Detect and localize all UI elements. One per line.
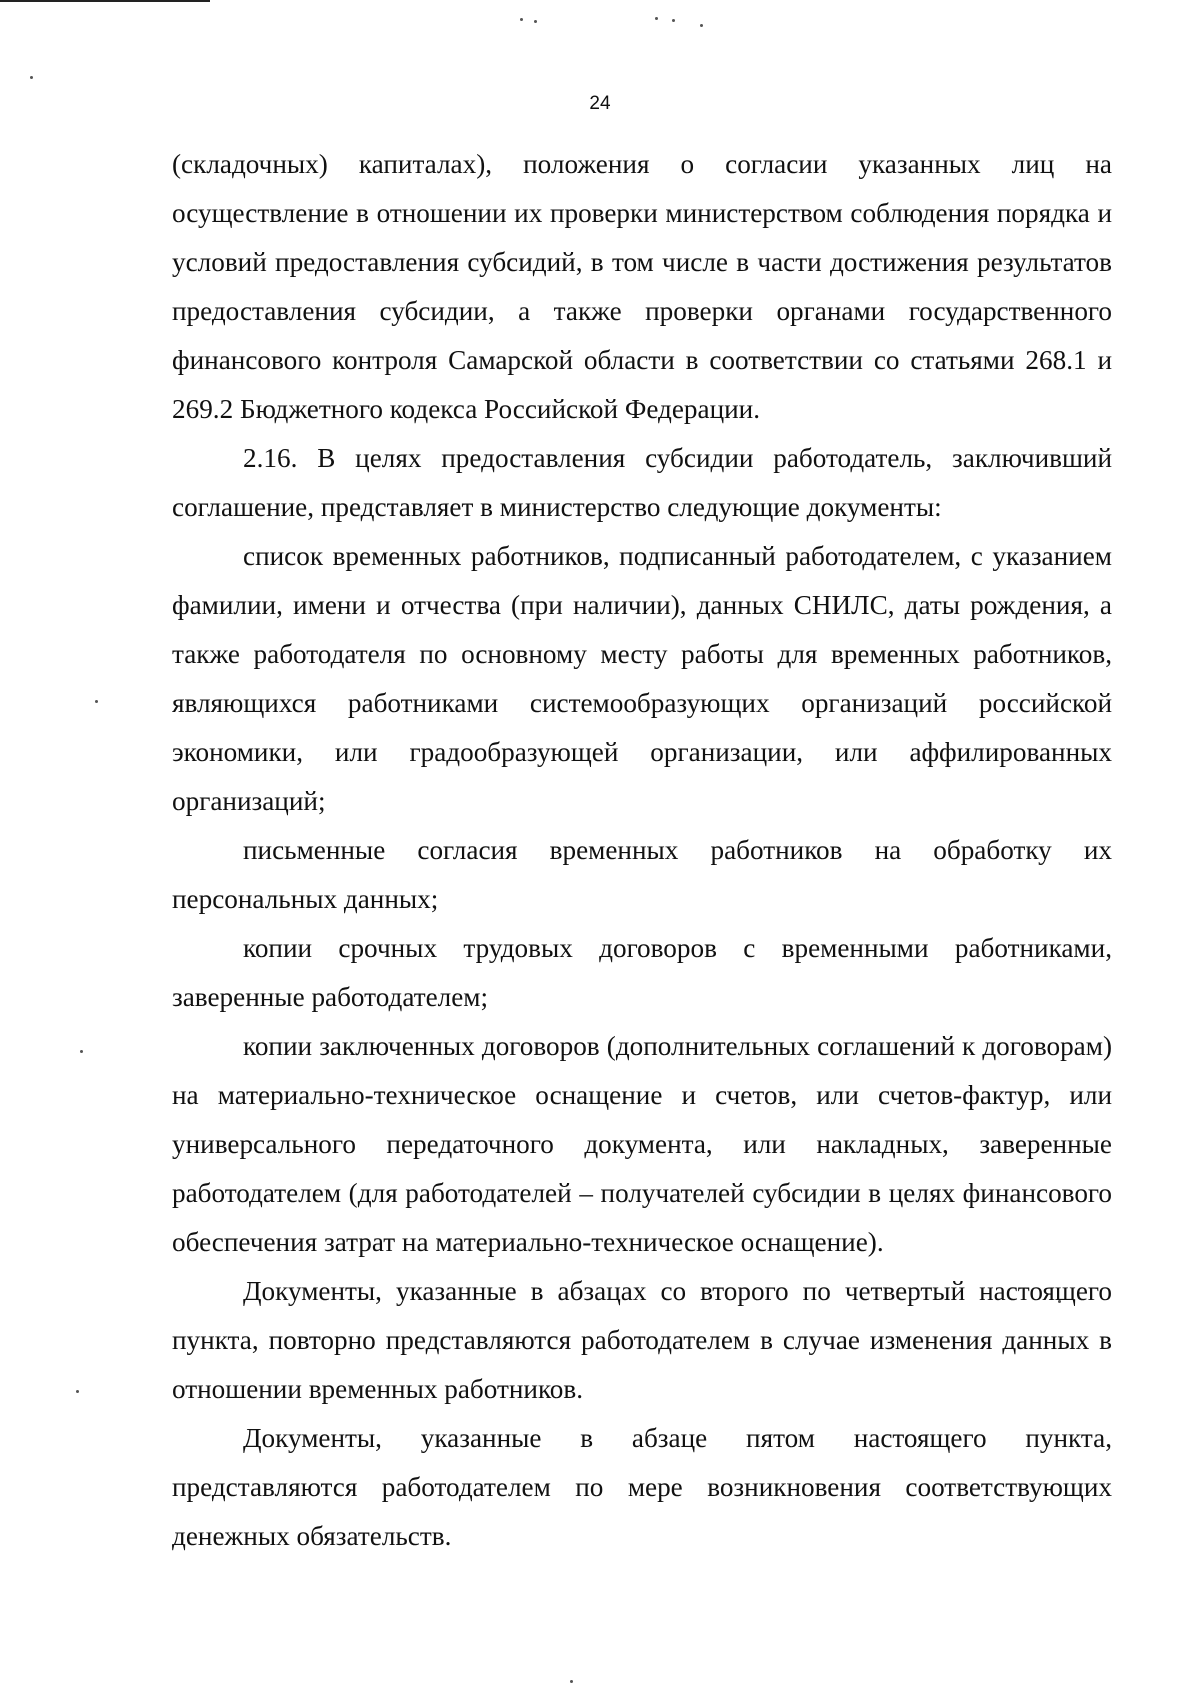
paragraph-list-item-workers-list: список временных работников, подписанный работодателем, с указанием фамилии, имени и отчества (при наличии), данных СНИЛС, даты рождения, а также работодателя по основному месту работы для временных работников, являющихся работниками системообразующих организаций российской экономики, или градообразующей организации, или аффилированных организаций; — [172, 541, 1112, 816]
scan-speck — [30, 76, 33, 79]
scan-speck — [95, 700, 98, 703]
paragraph-continuation: (складочных) капиталах), положения о согласии указанных лиц на осуществление в отношении их проверки министерством соблюдения порядка и условий предоставления субсидий, в том числе в части достижения результатов предоставления субсидии, а также проверки органами государственного финансового контроля Самарской области в соответствии со статьями 268.1 и 269.2 Бюджетного кодекса Российской Федерации. — [172, 149, 1112, 424]
paragraph-resubmission: Документы, указанные в абзацах со второго по четвертый настоящего пункта, повторно представляются работодателем в случае изменения данных в отношении временных работников. — [172, 1276, 1112, 1404]
scan-speck — [534, 20, 537, 23]
document-body — [172, 140, 1112, 1561]
scan-speck — [80, 1050, 83, 1053]
scan-speck — [672, 19, 675, 22]
paragraph-submission-timing: Документы, указанные в абзаце пятом настоящего пункта, представляются работодателем по мере возникновения соответствующих денежных обязательств. — [172, 1423, 1112, 1551]
paragraph-clause-2-16: 2.16. В целях предоставления субсидии работодатель, заключивший соглашение, представляет в министерство следующие документы: — [172, 443, 1112, 522]
scan-speck — [570, 1680, 573, 1683]
paragraph-list-item-contracts: копии срочных трудовых договоров с временными работниками, заверенные работодателем; — [172, 933, 1112, 1012]
scan-speck — [700, 24, 703, 27]
paragraph-list-item-supply-documents: копии заключенных договоров (дополнительных соглашений к договорам) на материально-техническое оснащение и счетов, или счетов-фактур, или универсального передаточного документа, или накладных, заверенные работодателем (для работодателей – получателей субсидии в целях финансового обеспечения затрат на материально-техническое оснащение). — [172, 1031, 1112, 1257]
scan-speck — [76, 1390, 79, 1393]
scan-speck — [520, 18, 523, 21]
scan-speck — [655, 17, 658, 20]
paragraph-list-item-consents: письменные согласия временных работников на обработку их персональных данных; — [172, 835, 1112, 914]
page-number: 24 — [589, 93, 611, 114]
scan-edge-line — [0, 0, 210, 2]
